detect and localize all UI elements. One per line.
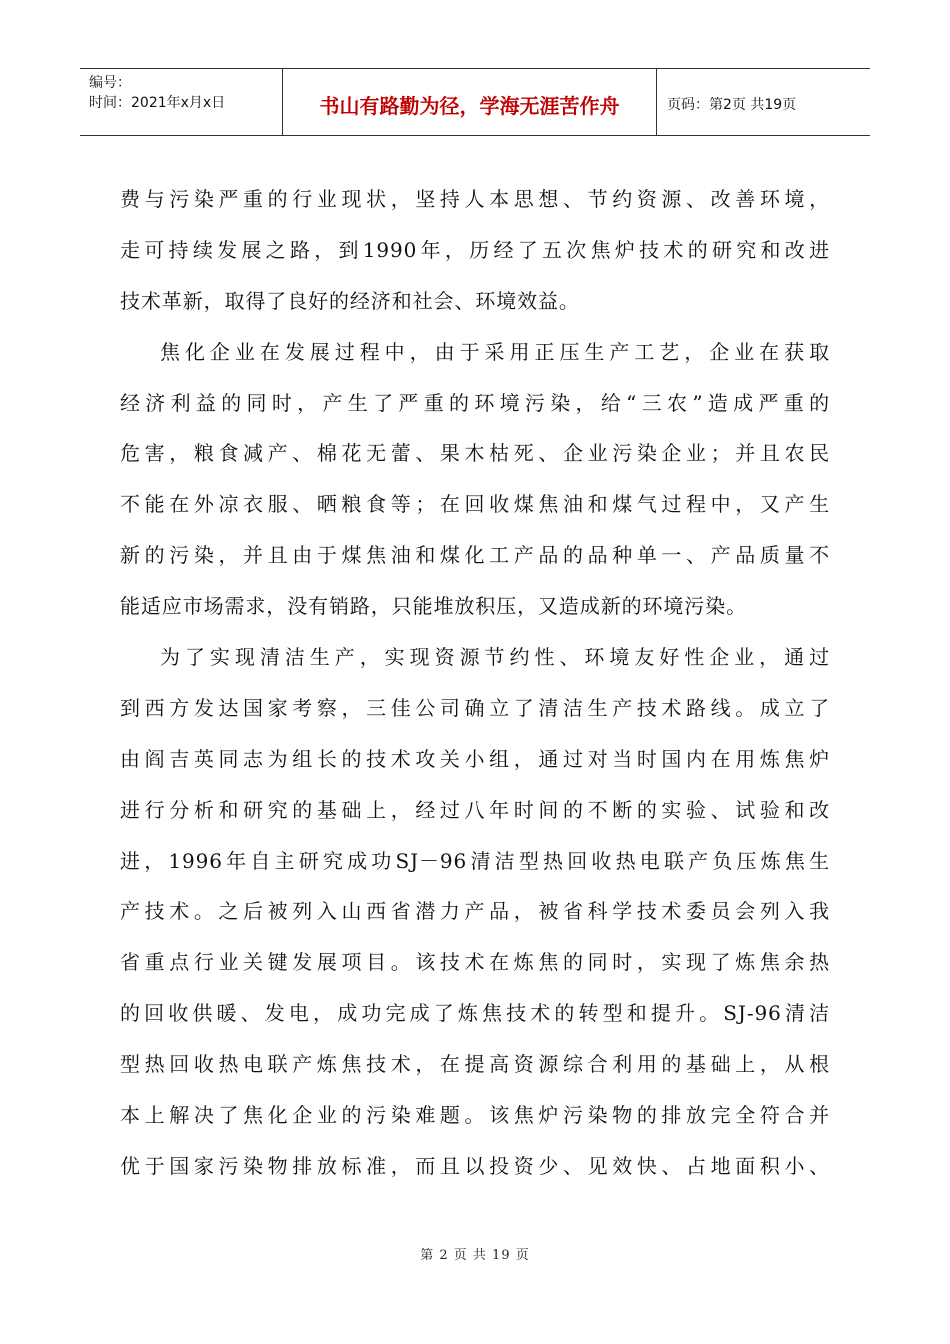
body-line: 焦化企业在发展过程中，由于采用正压生产工艺，企业在获取 — [160, 339, 830, 364]
body-line: 进行分析和研究的基础上，经过八年时间的不断的实验、试验和改 — [120, 797, 830, 822]
page-footer: 第 2 页 共 19 页 — [420, 1248, 530, 1263]
body-line: 本上解决了焦化企业的污染难题。该焦炉污染物的排放完全符合并 — [120, 1103, 830, 1128]
document-time-label: 时间：2021年x月x日 — [89, 95, 226, 111]
body-line: 技术革新，取得了良好的经济和社会、环境效益。 — [120, 288, 580, 313]
body-line: 费与污染严重的行业现状，坚持人本思想、节约资源、改善环境， — [120, 187, 830, 211]
header-motto: 书山有路勤为径，学海无涯苦作舟 — [283, 69, 657, 135]
body-line: 经济利益的同时，产生了严重的环境污染，给“三农”造成严重的 — [120, 390, 830, 415]
body-line: 的回收供暖、发电，成功完成了炼焦技术的转型和提升。SJ-96清洁 — [120, 1001, 830, 1026]
page-header — [80, 68, 870, 136]
body-line: 不能在外凉衣服、晒粮食等；在回收煤焦油和煤气过程中，又产生 — [120, 492, 830, 517]
document-number-label: 编号： — [89, 75, 131, 91]
header-meta-cell — [80, 69, 283, 135]
body-line: 到西方发达国家考察，三佳公司确立了清洁生产技术路线。成立了 — [120, 695, 830, 720]
body-line: 能适应市场需求，没有销路，只能堆放积压，又造成新的环境污染。 — [120, 594, 747, 619]
body-line: 型热回收热电联产炼焦技术，在提高资源综合利用的基础上，从根 — [120, 1052, 830, 1077]
body-line: 省重点行业关键发展项目。该技术在炼焦的同时，实现了炼焦余热 — [120, 950, 830, 975]
body-line: 产技术。之后被列入山西省潜力产品，被省科学技术委员会列入我 — [120, 899, 830, 924]
header-page-code: 页码：第2页 共19页 — [667, 97, 797, 113]
document-body — [120, 174, 830, 1192]
body-line: 为了实现清洁生产，实现资源节约性、环境友好性企业，通过 — [160, 645, 830, 670]
body-line: 进，1996年自主研究成功SJ－96清洁型热回收热电联产负压炼焦生 — [120, 848, 830, 873]
body-line: 优于国家污染物排放标准，而且以投资少、见效快、占地面积小、 — [120, 1153, 830, 1178]
body-line: 新的污染，并且由于煤焦油和煤化工产品的品种单一、产品质量不 — [120, 543, 830, 568]
body-line: 走可持续发展之路，到1990年，历经了五次焦炉技术的研究和改进 — [120, 237, 830, 262]
body-line: 由阎吉英同志为组长的技术攻关小组，通过对当时国内在用炼焦炉 — [120, 746, 830, 771]
body-line: 危害，粮食减产、棉花无蕾、果木枯死、企业污染企业；并且农民 — [120, 441, 830, 466]
